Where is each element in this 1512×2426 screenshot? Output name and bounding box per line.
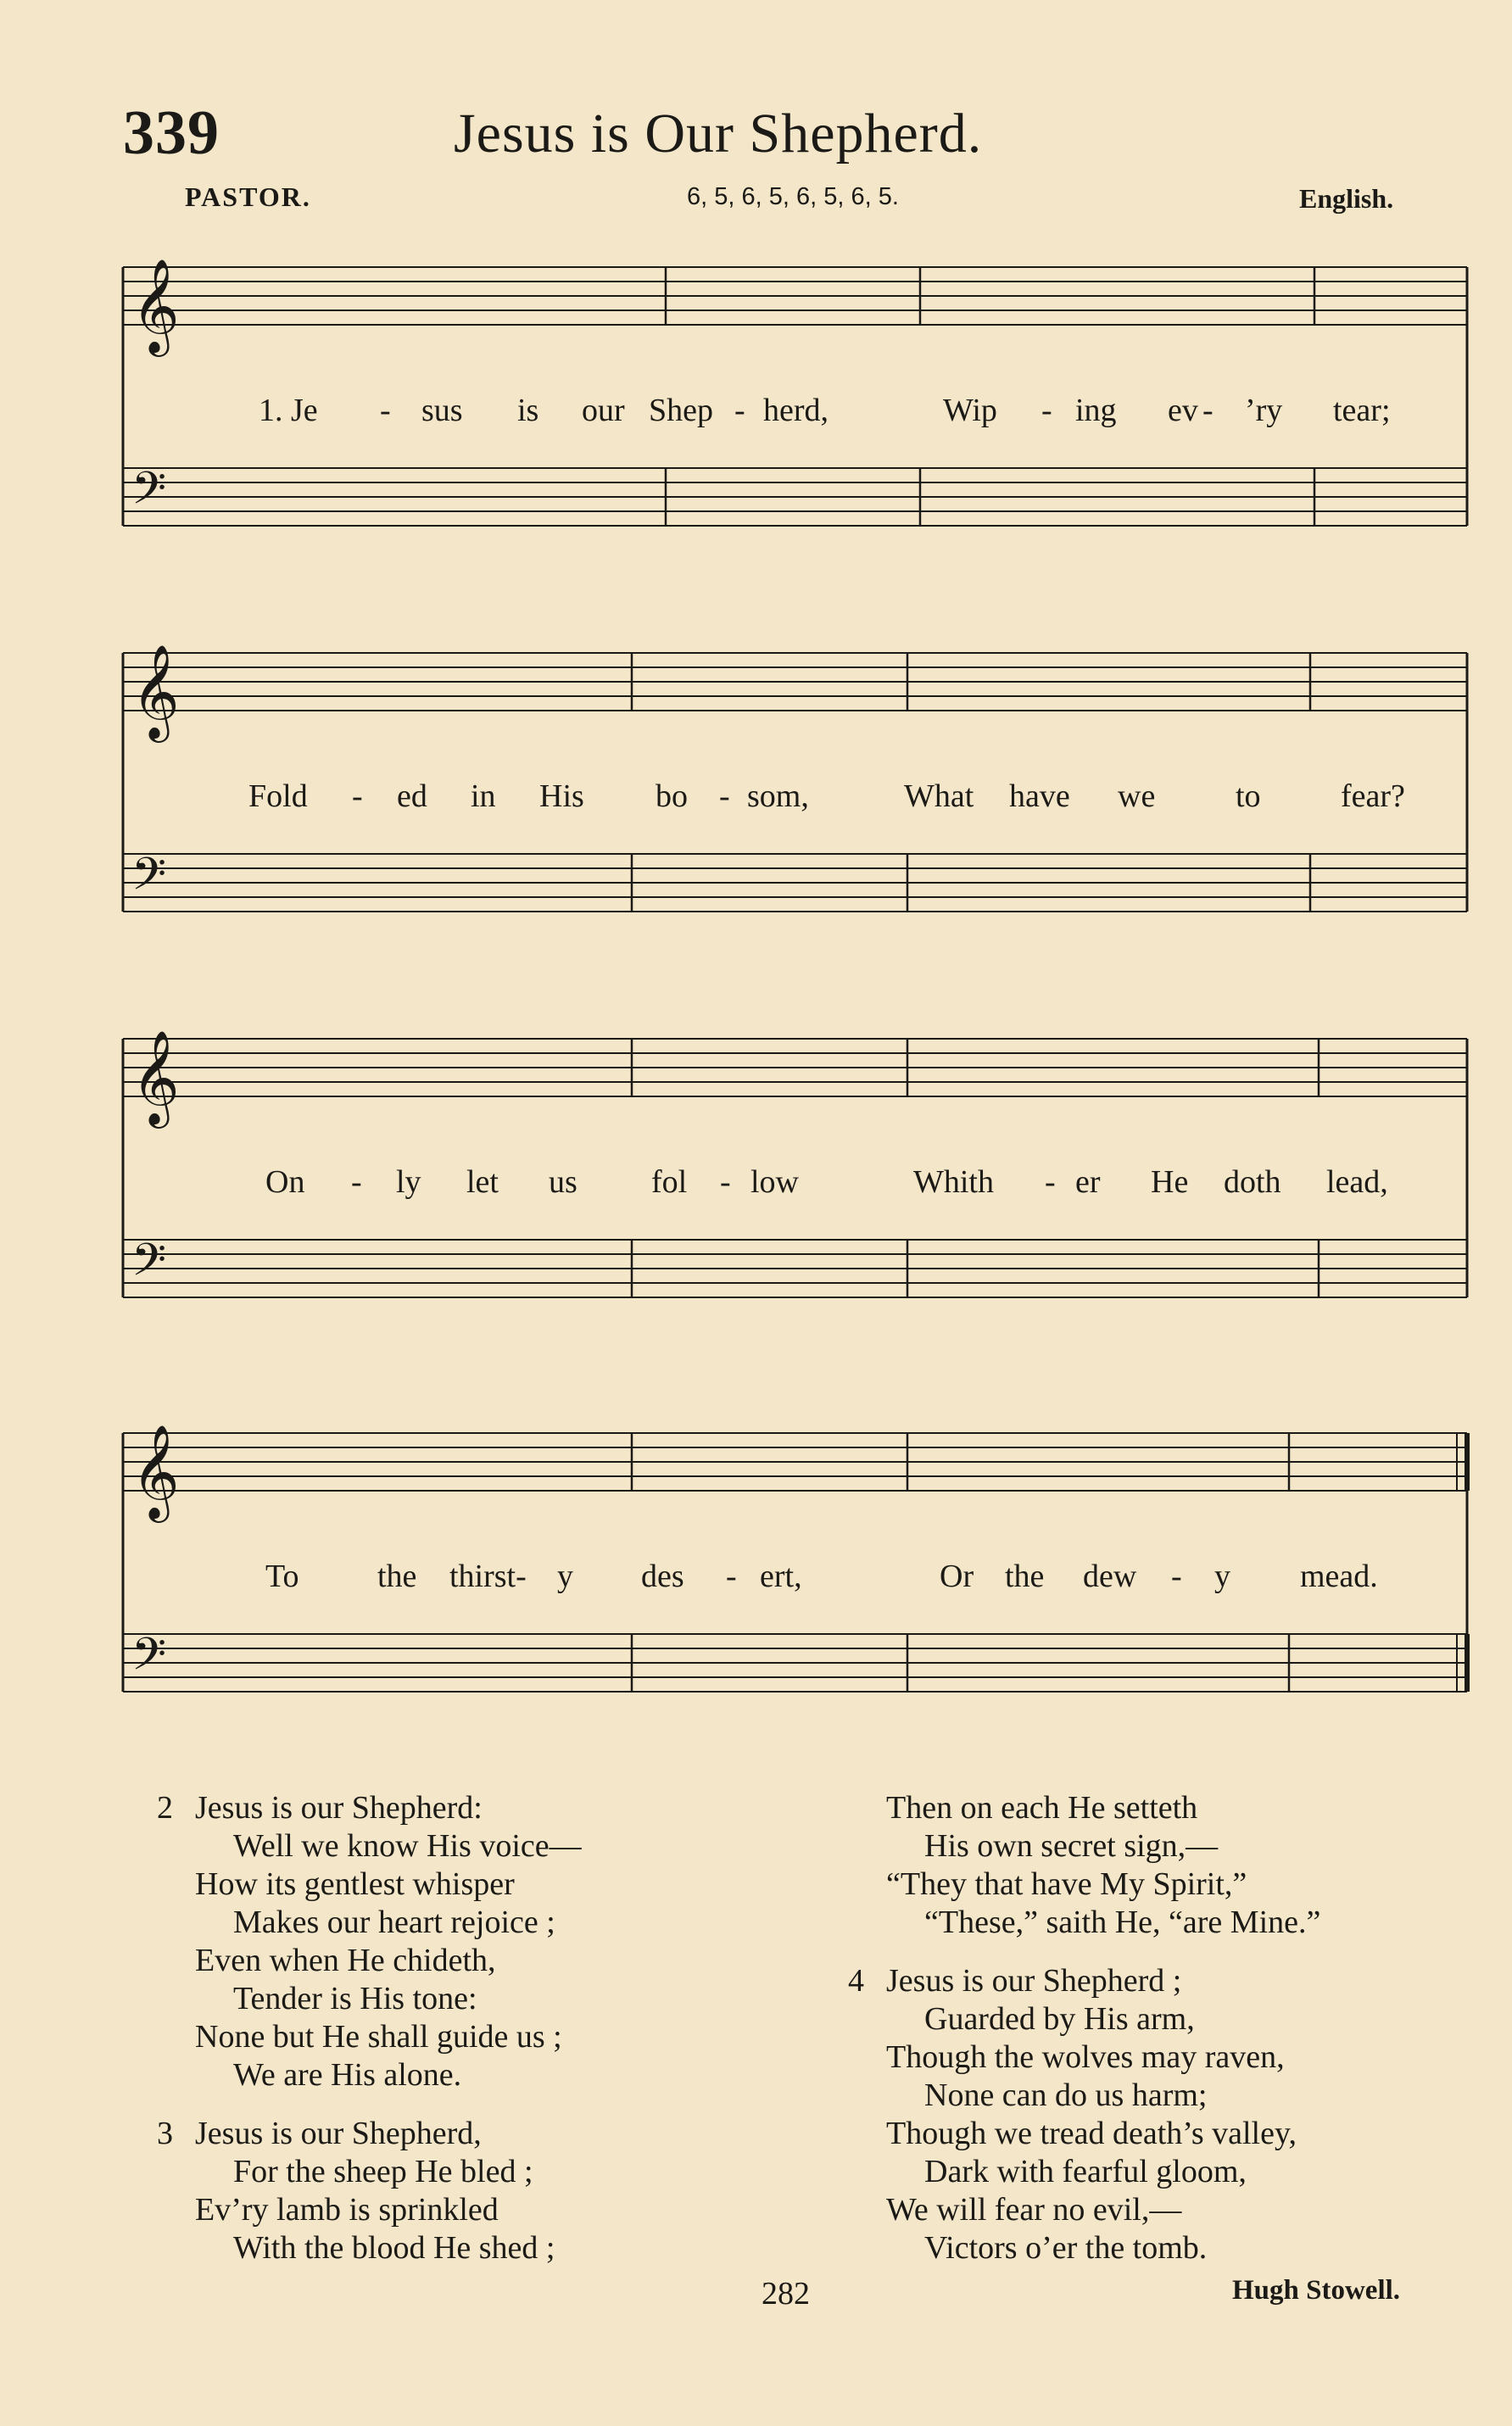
verses-left-column — [157, 1789, 582, 2288]
lyric-syllable: fear? — [1341, 778, 1405, 814]
lyric-syllable: His — [539, 778, 584, 814]
lyric-syllable: To — [265, 1559, 299, 1594]
verse-line: Dark with fearful gloom, — [924, 2154, 1247, 2189]
lyric-syllable: - — [1171, 1559, 1182, 1594]
verse-line: Though the wolves may raven, — [886, 2039, 1285, 2075]
verse-number: 3 — [157, 2116, 173, 2151]
lyric-line-2 — [0, 778, 1512, 820]
verse-line: None but He shall guide us ; — [195, 2019, 562, 2055]
lyric-syllable: ing — [1075, 393, 1117, 428]
treble-clef-icon: 𝄞 — [131, 1424, 180, 1519]
lyric-syllable: - — [351, 1164, 362, 1200]
verse-line: Well we know His voice— — [233, 1828, 582, 1864]
hymn-title: Jesus is Our Shepherd. — [454, 103, 983, 165]
verse-3-continued — [886, 1789, 1320, 1942]
bass-clef-icon: 𝄢 — [131, 1629, 167, 1692]
lyric-syllable: 1. Je — [259, 393, 318, 428]
lyric-syllable: - — [720, 1164, 731, 1200]
lyric-syllable: - — [1041, 393, 1052, 428]
lyric-syllable: the — [1005, 1559, 1045, 1594]
lyric-syllable: mead. — [1300, 1559, 1378, 1594]
lyric-syllable: - — [1202, 393, 1214, 428]
tune-origin: English. — [1299, 183, 1394, 214]
lyric-syllable: - — [380, 393, 391, 428]
verse-line: Jesus is our Shepherd, — [195, 2116, 482, 2151]
lyric-syllable: He — [1151, 1164, 1189, 1200]
verse-line: Then on each He setteth — [886, 1790, 1198, 1826]
lyric-syllable: som, — [747, 778, 809, 814]
verse-line: Victors o’er the tomb. — [924, 2230, 1208, 2266]
verse-line: Tender is His tone: — [233, 1981, 477, 2016]
verse-line: Ev’ry lamb is sprinkled — [195, 2192, 499, 2228]
tune-name: PASTOR. — [185, 181, 311, 212]
verse-line: With the blood He shed ; — [233, 2230, 555, 2266]
lyric-syllable: herd, — [763, 393, 829, 428]
lyric-syllable: Fold — [248, 778, 308, 814]
verse-line: Though we tread death’s valley, — [886, 2116, 1297, 2151]
lyric-syllable: y — [1214, 1559, 1230, 1594]
lyric-syllable: What — [904, 778, 974, 814]
lyric-syllable: - — [734, 393, 745, 428]
verse-4 — [848, 1962, 1320, 2267]
lyric-syllable: low — [750, 1164, 799, 1200]
lyric-syllable: our — [582, 393, 625, 428]
lyric-syllable: Shep — [649, 393, 713, 428]
lyric-syllable: - — [726, 1559, 737, 1594]
lyric-syllable: tear; — [1333, 393, 1391, 428]
lyric-syllable: - — [352, 778, 363, 814]
lyric-syllable: - — [1045, 1164, 1056, 1200]
lyric-syllable: ed — [397, 778, 427, 814]
music-system-4 — [0, 1412, 1512, 1768]
page-number: 282 — [762, 2276, 810, 2312]
lyric-syllable: is — [517, 393, 539, 428]
verse-line: Even when He chideth, — [195, 1943, 496, 1978]
lyric-syllable: ly — [396, 1164, 421, 1200]
lyric-syllable: er — [1075, 1164, 1101, 1200]
music-system-2 — [0, 632, 1512, 988]
lyric-syllable: Wip — [943, 393, 997, 428]
hymn-number: 339 — [123, 98, 220, 168]
lyric-syllable: Or — [940, 1559, 974, 1594]
verse-line: Guarded by His arm, — [924, 2001, 1195, 2037]
lyric-syllable: On — [265, 1164, 305, 1200]
lyric-syllable: y — [557, 1559, 573, 1594]
lyric-syllable: to — [1236, 778, 1261, 814]
verse-line: None can do us harm; — [924, 2077, 1208, 2113]
lyric-syllable: thirst- — [449, 1559, 527, 1594]
verse-number: 2 — [157, 1790, 173, 1826]
lyric-line-1 — [0, 392, 1512, 434]
lyric-syllable: ev — [1168, 393, 1198, 428]
treble-clef-icon: 𝄞 — [131, 644, 180, 739]
verses-right-column — [848, 1789, 1321, 2288]
lyric-syllable: fol — [651, 1164, 688, 1200]
lyric-syllable: sus — [421, 393, 463, 428]
lyric-syllable: doth — [1224, 1164, 1281, 1200]
meter: 6, 5, 6, 5, 6, 5, 6, 5. — [687, 183, 899, 210]
author-credit: Hugh Stowell. — [1232, 2275, 1401, 2306]
bass-clef-icon: 𝄢 — [131, 849, 167, 912]
verse-line: For the sheep He bled ; — [233, 2154, 533, 2189]
lyric-syllable: des — [641, 1559, 684, 1594]
verse-line: Jesus is our Shepherd ; — [886, 1963, 1182, 1999]
music-system-1 — [0, 246, 1512, 602]
lyric-syllable: the — [377, 1559, 417, 1594]
lyric-syllable: - — [719, 778, 730, 814]
verse-3 — [157, 2115, 582, 2267]
lyric-syllable: let — [466, 1164, 499, 1200]
verse-line: How its gentlest whisper — [195, 1866, 515, 1902]
lyric-syllable: ert, — [760, 1559, 802, 1594]
verse-line: We will fear no evil,— — [886, 2192, 1182, 2228]
verse-number: 4 — [848, 1963, 864, 1999]
bass-clef-icon: 𝄢 — [131, 463, 167, 526]
lyric-syllable: have — [1009, 778, 1070, 814]
lyric-syllable: in — [471, 778, 496, 814]
verse-2 — [157, 1789, 582, 2094]
verse-line: Makes our heart rejoice ; — [233, 1905, 555, 1940]
verse-line: “They that have My Spirit,” — [886, 1866, 1247, 1902]
lyric-syllable: us — [549, 1164, 577, 1200]
music-system-3 — [0, 1018, 1512, 1374]
verse-line: Jesus is our Shepherd: — [195, 1790, 483, 1826]
lyric-syllable: we — [1118, 778, 1156, 814]
verse-line: His own secret sign,— — [924, 1828, 1219, 1864]
lyric-syllable: lead, — [1326, 1164, 1388, 1200]
lyric-syllable: dew — [1083, 1559, 1137, 1594]
lyric-syllable: ’ry — [1245, 393, 1283, 428]
treble-clef-icon: 𝄞 — [131, 258, 180, 353]
lyric-syllable: Whith — [913, 1164, 994, 1200]
verse-line: We are His alone. — [233, 2057, 462, 2093]
treble-clef-icon: 𝄞 — [131, 1029, 180, 1124]
lyric-line-3 — [0, 1163, 1512, 1206]
bass-clef-icon: 𝄢 — [131, 1235, 167, 1297]
lyric-syllable: bo — [656, 778, 688, 814]
verse-line: “These,” saith He, “are Mine.” — [924, 1905, 1321, 1940]
lyric-line-4 — [0, 1558, 1512, 1600]
